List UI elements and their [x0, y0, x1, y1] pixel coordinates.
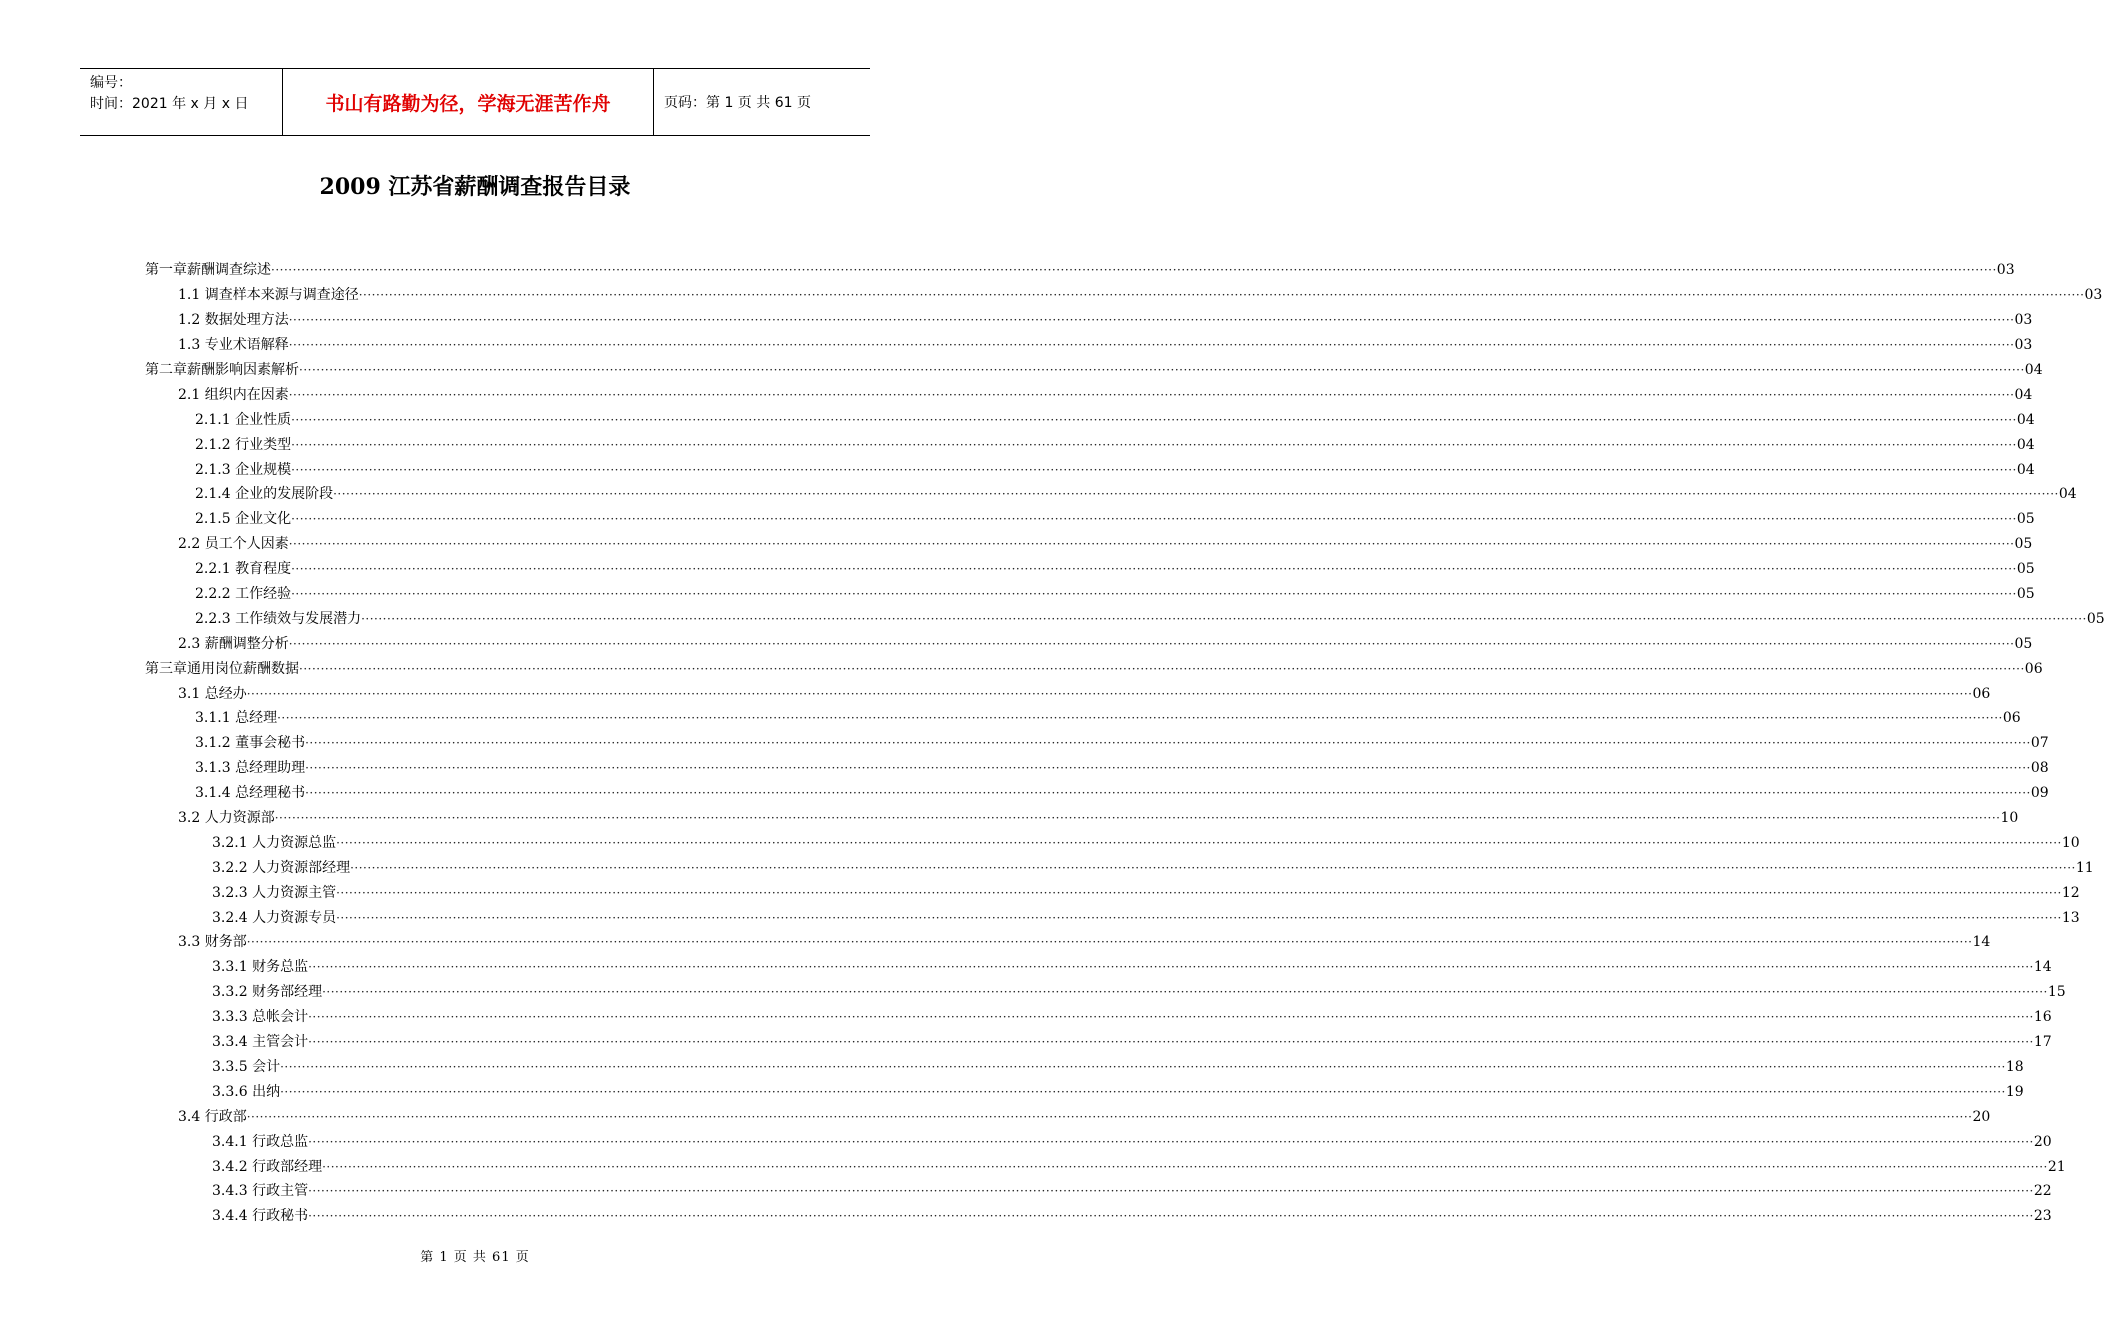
toc-entry-page: 03 [2084, 287, 2103, 304]
toc-entry-page: 17 [2033, 1034, 2052, 1051]
toc-entry-page: 14 [1972, 934, 1991, 951]
toc-entry-title: 3.4.1 行政总监 [212, 1133, 309, 1150]
toc-entry-page: 04 [2024, 362, 2043, 378]
toc-entry[interactable] [0, 1055, 2024, 1080]
toc-entry[interactable] [0, 681, 1991, 706]
document-time-label: 时间：2021 年 x 月 x 日 [90, 96, 249, 112]
toc-entry[interactable] [0, 333, 2033, 358]
toc-entry-page: 11 [2075, 859, 2094, 876]
toc-entry[interactable] [0, 557, 2035, 582]
toc-leader-dots: ················································································································································································································································································································································································································ [322, 985, 2048, 1000]
toc-leader-dots: ················································································································································································································································································································································································································ [358, 288, 2085, 303]
toc-leader-dots: ················································································································································································································································································································································································································ [308, 960, 2034, 975]
document-title: 2009 江苏省薪酬调查报告目录 [319, 174, 631, 200]
toc-entry-page: 14 [2033, 959, 2052, 976]
toc-leader-dots: ················································································································································································································································································································································································································ [305, 736, 2031, 751]
toc-entry[interactable] [0, 606, 2105, 631]
toc-entry-page: 23 [2033, 1208, 2052, 1225]
toc-entry[interactable] [0, 582, 2035, 607]
document-number-label: 编号： [90, 75, 132, 91]
toc-leader-dots: ················································································································································································································································································································································································································ [288, 387, 2015, 402]
header-meta [80, 69, 282, 135]
toc-entry-page: 03 [1996, 262, 2015, 279]
toc-entry-title: 2.3 薪酬调整分析 [178, 635, 289, 652]
toc-leader-dots: ················································································································································································································································································································································································································ [288, 313, 2015, 328]
toc-leader-dots: ················································································································································································································································································································································································································ [291, 437, 2017, 452]
toc-entry[interactable] [0, 830, 2080, 855]
toc-entry[interactable] [0, 482, 2077, 507]
toc-leader-dots: ················································································································································································································································································································································································································ [333, 487, 2059, 502]
toc-entry[interactable] [0, 1030, 2052, 1055]
toc-leader-dots: ················································································································································································································································································································································································································ [308, 1209, 2034, 1224]
toc-entry-page: 06 [1972, 685, 1991, 702]
toc-entry[interactable] [0, 1179, 2052, 1204]
toc-entry[interactable] [0, 930, 1991, 955]
toc-entry-page: 10 [2061, 834, 2080, 851]
toc-entry-title: 3.2.3 人力资源主管 [212, 884, 337, 901]
toc-entry-title: 3.3.1 财务总监 [212, 959, 309, 976]
toc-entry-title: 3.1.1 总经理 [195, 710, 278, 727]
toc-entry-title: 3.3.4 主管会计 [212, 1034, 309, 1051]
toc-entry[interactable] [0, 283, 2103, 308]
toc-leader-dots: ················································································································································································································································································································································································································ [288, 537, 2015, 552]
toc-entry-title: 3.4.4 行政秘书 [212, 1208, 309, 1225]
toc-entry-page: 09 [2030, 785, 2049, 802]
toc-entry-title: 3.1.3 总经理助理 [195, 760, 306, 777]
toc-entry-title: 第三章通用岗位薪酬数据 [145, 660, 299, 677]
toc-entry-page: 05 [2016, 511, 2035, 528]
toc-entry[interactable] [0, 955, 2052, 980]
toc-entry-title: 3.1.2 董事会秘书 [195, 735, 306, 752]
toc-entry-title: 3.3.3 总帐会计 [212, 1009, 309, 1026]
toc-entry-title: 第二章薪酬影响因素解析 [145, 362, 299, 378]
toc-entry-page: 04 [2016, 411, 2035, 428]
toc-entry-title: 3.2.1 人力资源总监 [212, 834, 337, 851]
toc-leader-dots: ················································································································································································································································································································································································································ [280, 1084, 2006, 1099]
toc-leader-dots: ················································································································································································································································································································································································································ [308, 1134, 2034, 1149]
page-header [80, 68, 870, 136]
toc-entry[interactable] [0, 631, 2033, 656]
toc-entry-page: 04 [2058, 486, 2077, 503]
toc-entry-title: 2.1.2 行业类型 [195, 436, 292, 453]
toc-entry-title: 3.2.2 人力资源部经理 [212, 859, 351, 876]
toc-entry-page: 05 [2016, 561, 2035, 578]
toc-entry-page: 21 [2047, 1158, 2066, 1175]
toc-leader-dots: ················································································································································································································································································································································································································ [299, 661, 2025, 676]
toc-entry[interactable] [0, 532, 2033, 557]
toc-entry-page: 20 [2033, 1133, 2052, 1150]
toc-leader-dots: ················································································································································································································································································································································································································ [308, 1035, 2034, 1050]
toc-entry-page: 20 [1972, 1108, 1991, 1125]
toc-entry[interactable] [0, 308, 2033, 333]
toc-entry-page: 15 [2047, 984, 2066, 1001]
toc-entry-title: 3.2 人力资源部 [178, 810, 275, 827]
toc-entry[interactable] [0, 407, 2035, 432]
toc-leader-dots: ················································································································································································································································································································································································································ [274, 811, 2001, 826]
toc-entry-page: 03 [2014, 312, 2033, 329]
toc-entry-page: 06 [2002, 710, 2021, 727]
toc-entry-title: 3.4.3 行政主管 [212, 1183, 309, 1200]
toc-leader-dots: ················································································································································································································································································································································································································ [336, 835, 2062, 850]
toc-leader-dots: ················································································································································································································································································································································································································ [246, 935, 1973, 950]
toc-entry-page: 10 [2000, 810, 2019, 827]
toc-entry-title: 3.1 总经办 [178, 685, 247, 702]
toc-entry[interactable] [0, 980, 2066, 1005]
header-page-info: 页码：第 1 页 共 61 页 [664, 95, 811, 111]
toc-entry-page: 13 [2061, 909, 2080, 926]
toc-entry-page: 18 [2005, 1058, 2024, 1075]
toc-leader-dots: ················································································································································································································································································································································································································ [246, 686, 1973, 701]
toc-entry-page: 05 [2014, 536, 2033, 553]
toc-entry-page: 12 [2061, 884, 2080, 901]
toc-entry-title: 3.3.2 财务部经理 [212, 984, 323, 1001]
toc-entry[interactable] [0, 1079, 2024, 1104]
toc-entry-page: 05 [2086, 610, 2105, 627]
toc-leader-dots: ················································································································································································································································································································································································································ [280, 1059, 2006, 1074]
toc-entry[interactable] [0, 806, 2019, 831]
toc-entry[interactable] [0, 1204, 2052, 1229]
toc-entry[interactable] [0, 656, 2043, 681]
toc-leader-dots: ················································································································································································································································································································································································································ [322, 1159, 2048, 1174]
toc-leader-dots: ················································································································································································································································································································································································································ [361, 611, 2087, 626]
toc-entry-title: 第一章薪酬调查综述 [145, 262, 271, 279]
toc-entry-title: 2.1.4 企业的发展阶段 [195, 486, 334, 503]
toc-entry-page: 16 [2033, 1009, 2052, 1026]
toc-entry[interactable] [0, 706, 2021, 731]
toc-leader-dots: ················································································································································································································································································································································································································ [291, 587, 2017, 602]
toc-entry-title: 2.2.2 工作经验 [195, 586, 292, 603]
toc-entry-title: 2.1.5 企业文化 [195, 511, 292, 528]
toc-entry-title: 2.2.1 教育程度 [195, 561, 292, 578]
toc-entry[interactable] [0, 905, 2080, 930]
toc-entry-title: 2.1.3 企业规模 [195, 461, 292, 478]
toc-entry-title: 2.2 员工个人因素 [178, 536, 289, 553]
toc-entry-title: 3.3.6 出纳 [212, 1083, 281, 1100]
toc-entry-page: 04 [2016, 436, 2035, 453]
toc-entry-title: 2.2.3 工作绩效与发展潜力 [195, 610, 362, 627]
toc-leader-dots: ················································································································································································································································································································································································································ [291, 462, 2017, 477]
toc-entry[interactable] [0, 1129, 2052, 1154]
toc-entry[interactable] [0, 457, 2035, 482]
toc-entry-page: 06 [2024, 660, 2043, 677]
toc-leader-dots: ················································································································································································································································································································································································································ [291, 512, 2017, 527]
toc-leader-dots: ················································································································································································································································································································································································································ [305, 786, 2031, 801]
toc-entry-title: 3.2.4 人力资源专员 [212, 909, 337, 926]
toc-entry[interactable] [0, 756, 2049, 781]
toc-entry-title: 3.4.2 行政部经理 [212, 1158, 323, 1175]
toc-entry[interactable] [0, 731, 2049, 756]
toc-entry[interactable] [0, 781, 2049, 806]
page-footer: 第 1 页 共 61 页 [420, 1250, 530, 1265]
toc-entry-page: 07 [2030, 735, 2049, 752]
toc-leader-dots: ················································································································································································································································································································································································································ [288, 338, 2015, 353]
toc-entry-title: 3.4 行政部 [178, 1108, 247, 1125]
toc-entry[interactable] [0, 432, 2035, 457]
toc-entry-title: 3.3 财务部 [178, 934, 247, 951]
toc-entry[interactable] [0, 382, 2033, 407]
toc-entry-page: 03 [2014, 337, 2033, 354]
toc-entry[interactable] [0, 1154, 2066, 1179]
toc-entry-page: 04 [2016, 461, 2035, 478]
toc-entry[interactable] [0, 1104, 1991, 1129]
toc-leader-dots: ················································································································································································································································································································································································································ [288, 636, 2015, 651]
toc-entry-page: 08 [2030, 760, 2049, 777]
toc-entry-title: 2.1 组织内在因素 [178, 386, 289, 403]
toc-leader-dots: ················································································································································································································································································································································································································ [277, 711, 2003, 726]
header-motto: 书山有路勤为径，学海无涯苦作舟 [282, 69, 654, 135]
toc-leader-dots: ················································································································································································································································································································································································································ [308, 1184, 2034, 1199]
toc-leader-dots: ················································································································································································································································································································································································································ [350, 860, 2076, 875]
toc-entry-title: 1.1 调查样本来源与调查途径 [178, 287, 359, 304]
toc-entry[interactable] [0, 855, 2094, 880]
toc-entry-title: 3.3.5 会计 [212, 1058, 281, 1075]
toc-leader-dots: ················································································································································································································································································································································································································ [336, 910, 2062, 925]
toc-entry-page: 22 [2033, 1183, 2052, 1200]
toc-leader-dots: ················································································································································································································································································································································································································ [336, 885, 2062, 900]
toc-leader-dots: ················································································································································································································································································································································································································ [305, 761, 2031, 776]
toc-leader-dots: ················································································································································································································································································································································································································ [271, 263, 1997, 278]
toc-entry-title: 1.2 数据处理方法 [178, 312, 289, 329]
toc-entry-page: 19 [2005, 1083, 2024, 1100]
toc-entry[interactable] [0, 507, 2035, 532]
toc-entry-title: 2.1.1 企业性质 [195, 411, 292, 428]
table-of-contents [0, 258, 2105, 1229]
toc-leader-dots: ················································································································································································································································································································································································································ [308, 1010, 2034, 1025]
toc-entry[interactable] [0, 258, 2015, 283]
toc-leader-dots: ················································································································································································································································································································································································································ [246, 1109, 1973, 1124]
toc-leader-dots: ················································································································································································································································································································································································································ [291, 412, 2017, 427]
toc-leader-dots: ················································································································································································································································································································································································································ [299, 363, 2025, 377]
toc-entry[interactable] [0, 358, 2043, 383]
toc-leader-dots: ················································································································································································································································································································································································································ [291, 562, 2017, 577]
toc-entry[interactable] [0, 1005, 2052, 1030]
toc-entry-page: 05 [2014, 635, 2033, 652]
toc-entry-title: 1.3 专业术语解释 [178, 337, 289, 354]
toc-entry-page: 05 [2016, 586, 2035, 603]
toc-entry-page: 04 [2014, 386, 2033, 403]
toc-entry-title: 3.1.4 总经理秘书 [195, 785, 306, 802]
toc-entry[interactable] [0, 880, 2080, 905]
